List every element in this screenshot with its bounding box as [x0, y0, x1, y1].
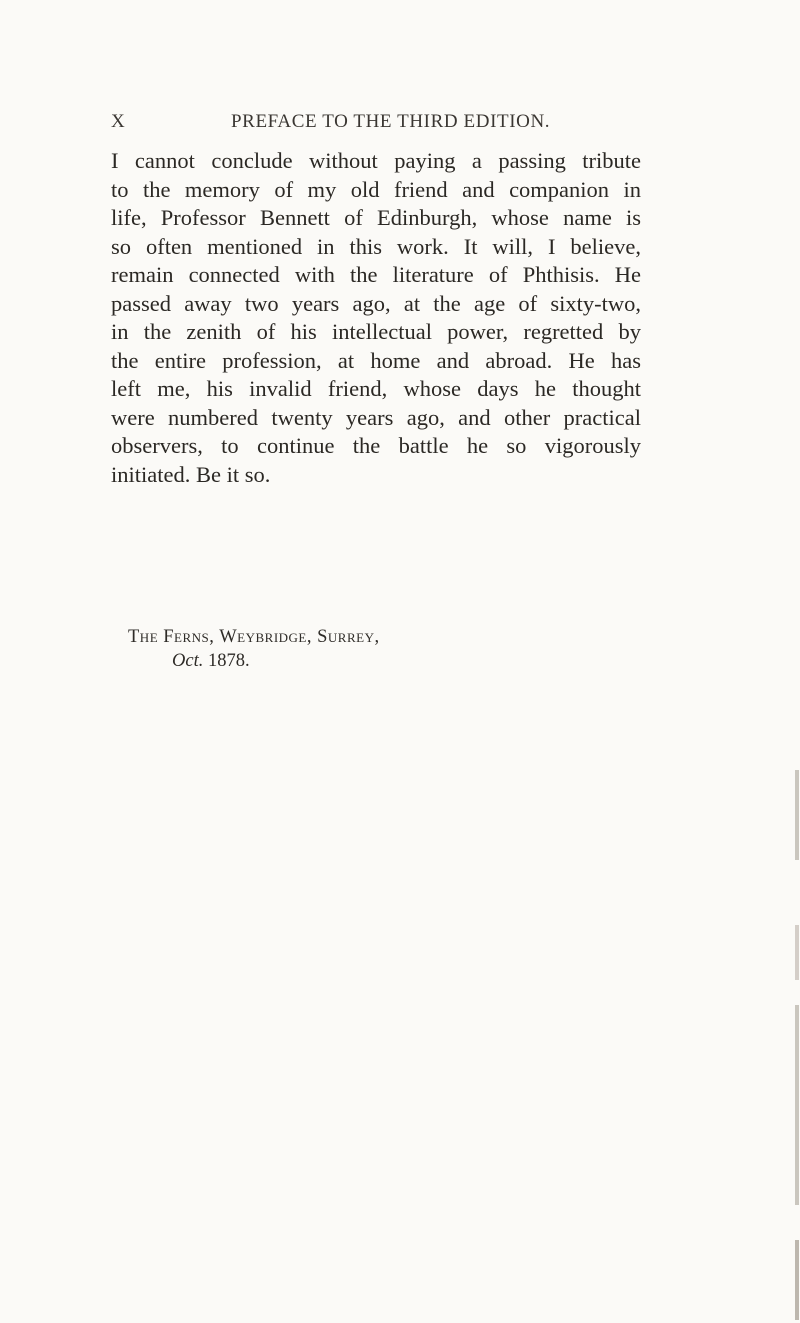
running-head: [111, 110, 626, 134]
paragraph-line: so often mentioned in this work. It will, I believe,: [111, 233, 641, 259]
signoff: [128, 625, 380, 673]
page-edge-shadow: [795, 1005, 799, 1205]
preface-paragraph: [111, 147, 641, 489]
paragraph-line: were numbered twenty years ago, and other practical: [111, 404, 641, 430]
section-title: PREFACE TO THE THIRD EDITION.: [231, 111, 551, 132]
signoff-place: The Ferns, Weybridge, Surrey,: [128, 627, 380, 647]
paragraph-line: the entire profession, at home and abroad. He has: [111, 347, 641, 373]
page-edge-shadow: [795, 770, 799, 860]
paragraph-line: left me, his invalid friend, whose days he thought: [111, 376, 641, 401]
paragraph-line: remain connected with the literature of Phthisis. He: [111, 262, 641, 287]
paragraph-line: I cannot conclude without paying a passing tribute: [111, 148, 641, 173]
paragraph-line: to the memory of my old friend and companion in: [111, 176, 641, 202]
signoff-year: 1878.: [207, 651, 250, 671]
paragraph-line: life, Professor Bennett of Edinburgh, whose name is: [111, 205, 641, 230]
paragraph-line: in the zenith of his intellectual power, regretted by: [111, 319, 641, 344]
signoff-month: Oct.: [172, 651, 204, 671]
paragraph-line: initiated. Be it so.: [111, 461, 271, 487]
paragraph-line: passed away two years ago, at the age of sixty-two,: [111, 290, 641, 316]
signoff-date: [172, 649, 380, 673]
page-number: X: [111, 111, 126, 132]
paragraph-line: observers, to continue the battle he so vigorously: [111, 433, 641, 458]
page-edge-shadow: [795, 925, 799, 980]
page-edge-shadow: [795, 1240, 799, 1320]
